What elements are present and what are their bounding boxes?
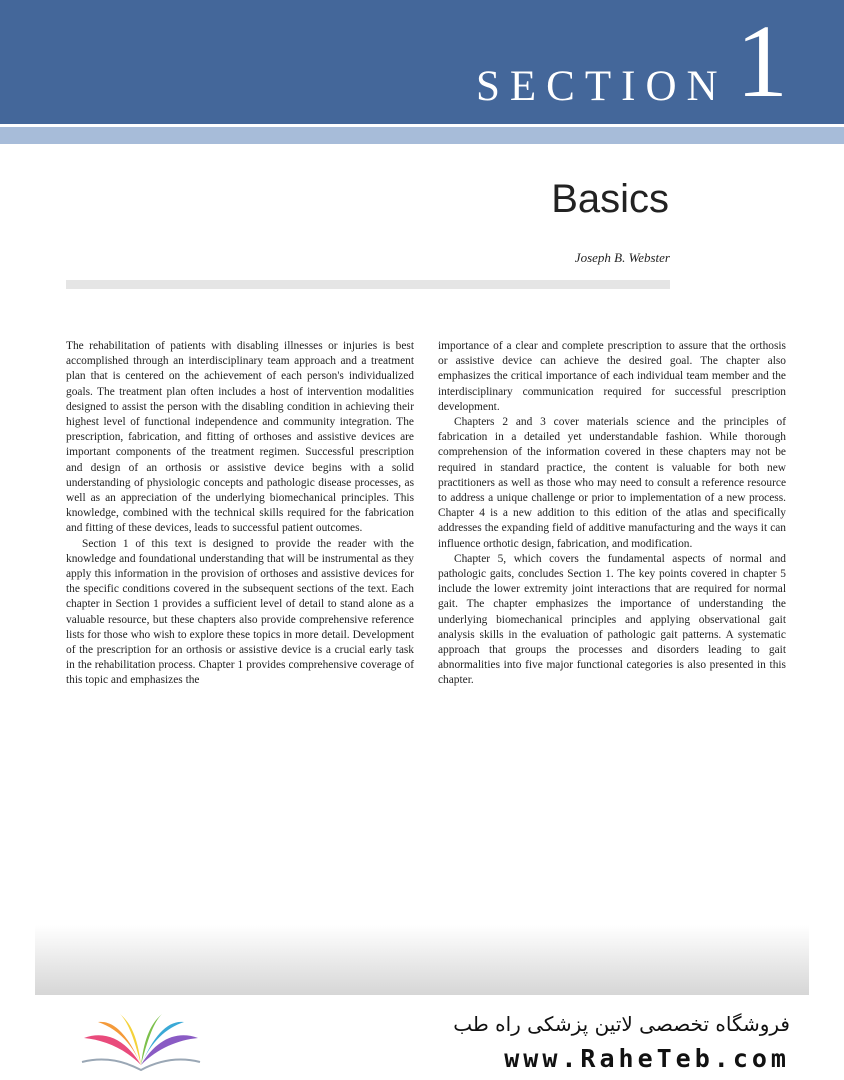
title-divider xyxy=(66,280,670,289)
store-url[interactable]: www.RaheTeb.com xyxy=(504,1044,790,1073)
chapter-title: Basics xyxy=(551,177,669,221)
banner-accent-line xyxy=(0,127,844,144)
author-name: Joseph B. Webster xyxy=(574,250,670,265)
body-column-right xyxy=(438,339,786,689)
paragraph: The rehabilitation of patients with disabling illnesses or injuries is best accomplished through an interdisciplinary team approach and a treatment plan that is centered on the achievement of each person's individualized goals. The treatment plan often includes a host of intervention modalities designed to assist the person with the disabling condition in achieving their highest level of functional independence and community integration. The prescription, fabrication, and fitting of orthoses and assistive devices are important components of the treatment regimen. Successful prescription and design of an orthosis or assistive device begins with a solid understanding of physiologic concepts and pathologic disease processes, as well as an appreciation of the underlying biomechanical principles. This knowledge, combined with the technical skills required for the fabrication and fitting of these devices, leads to successful patient outcomes. xyxy=(66,340,414,535)
paragraph: Chapters 2 and 3 cover materials science and the principles of fabrication in a detailed yet understandable fashion. While thorough comprehension of the information covered in these chapters may not be required in standard practice, the content is valuable for both new practitioners as well as those who may need to consult a reference resource to address a unique challenge or prior to implementation of a new process. Chapter 4 is a new addition to this edition of the atlas and specifically addresses the expanding field of additive manufacturing and the ways it can influence orthotic design, fabrication, and modification. xyxy=(438,416,786,550)
paragraph: importance of a clear and complete prescription to assure that the orthosis or assistive device can achieve the desired goal. The chapter also emphasizes the critical importance of each individual team member and the interdisciplinary communication required for successful prescription development. xyxy=(438,340,786,413)
section-number: 1 xyxy=(736,4,788,119)
footer-fade xyxy=(35,925,809,995)
open-book-rainbow-icon xyxy=(76,1010,206,1075)
store-name: فروشگاه تخصصی لاتین پزشکی راه طب xyxy=(453,1012,790,1036)
paragraph: Section 1 of this text is designed to provide the reader with the knowledge and foundational understanding that will be instrumental as they apply this information in the provision of orthoses and assistive devices for the specific conditions covered in the subsequent sections of the text. Each chapter in Section 1 provides a sufficient level of detail to stand alone as a valuable resource, but these chapters also provide comprehensive reference lists for those who wish to explore these topics in more detail. Development of the prescription for an orthosis or assistive device is a crucial early task in the rehabilitation process. Chapter 1 provides comprehensive coverage of this topic and emphasizes the xyxy=(66,537,414,687)
paragraph: Chapter 5, which covers the fundamental aspects of normal and pathologic gaits, concludes Section 1. The key points covered in chapter 5 include the lower extremity joint interactions that are required for normal gait. The chapter emphasizes the importance of understanding the underlying biomechanical principles and applying observational gait analysis skills in the evaluation of pathologic gait patterns. A systematic approach that groups the processes and disorders leading to gait abnormalities into five major functional categories is also presented in this chapter. xyxy=(438,552,786,687)
section-label: SECTION xyxy=(476,63,728,110)
body-column-left xyxy=(66,339,414,689)
